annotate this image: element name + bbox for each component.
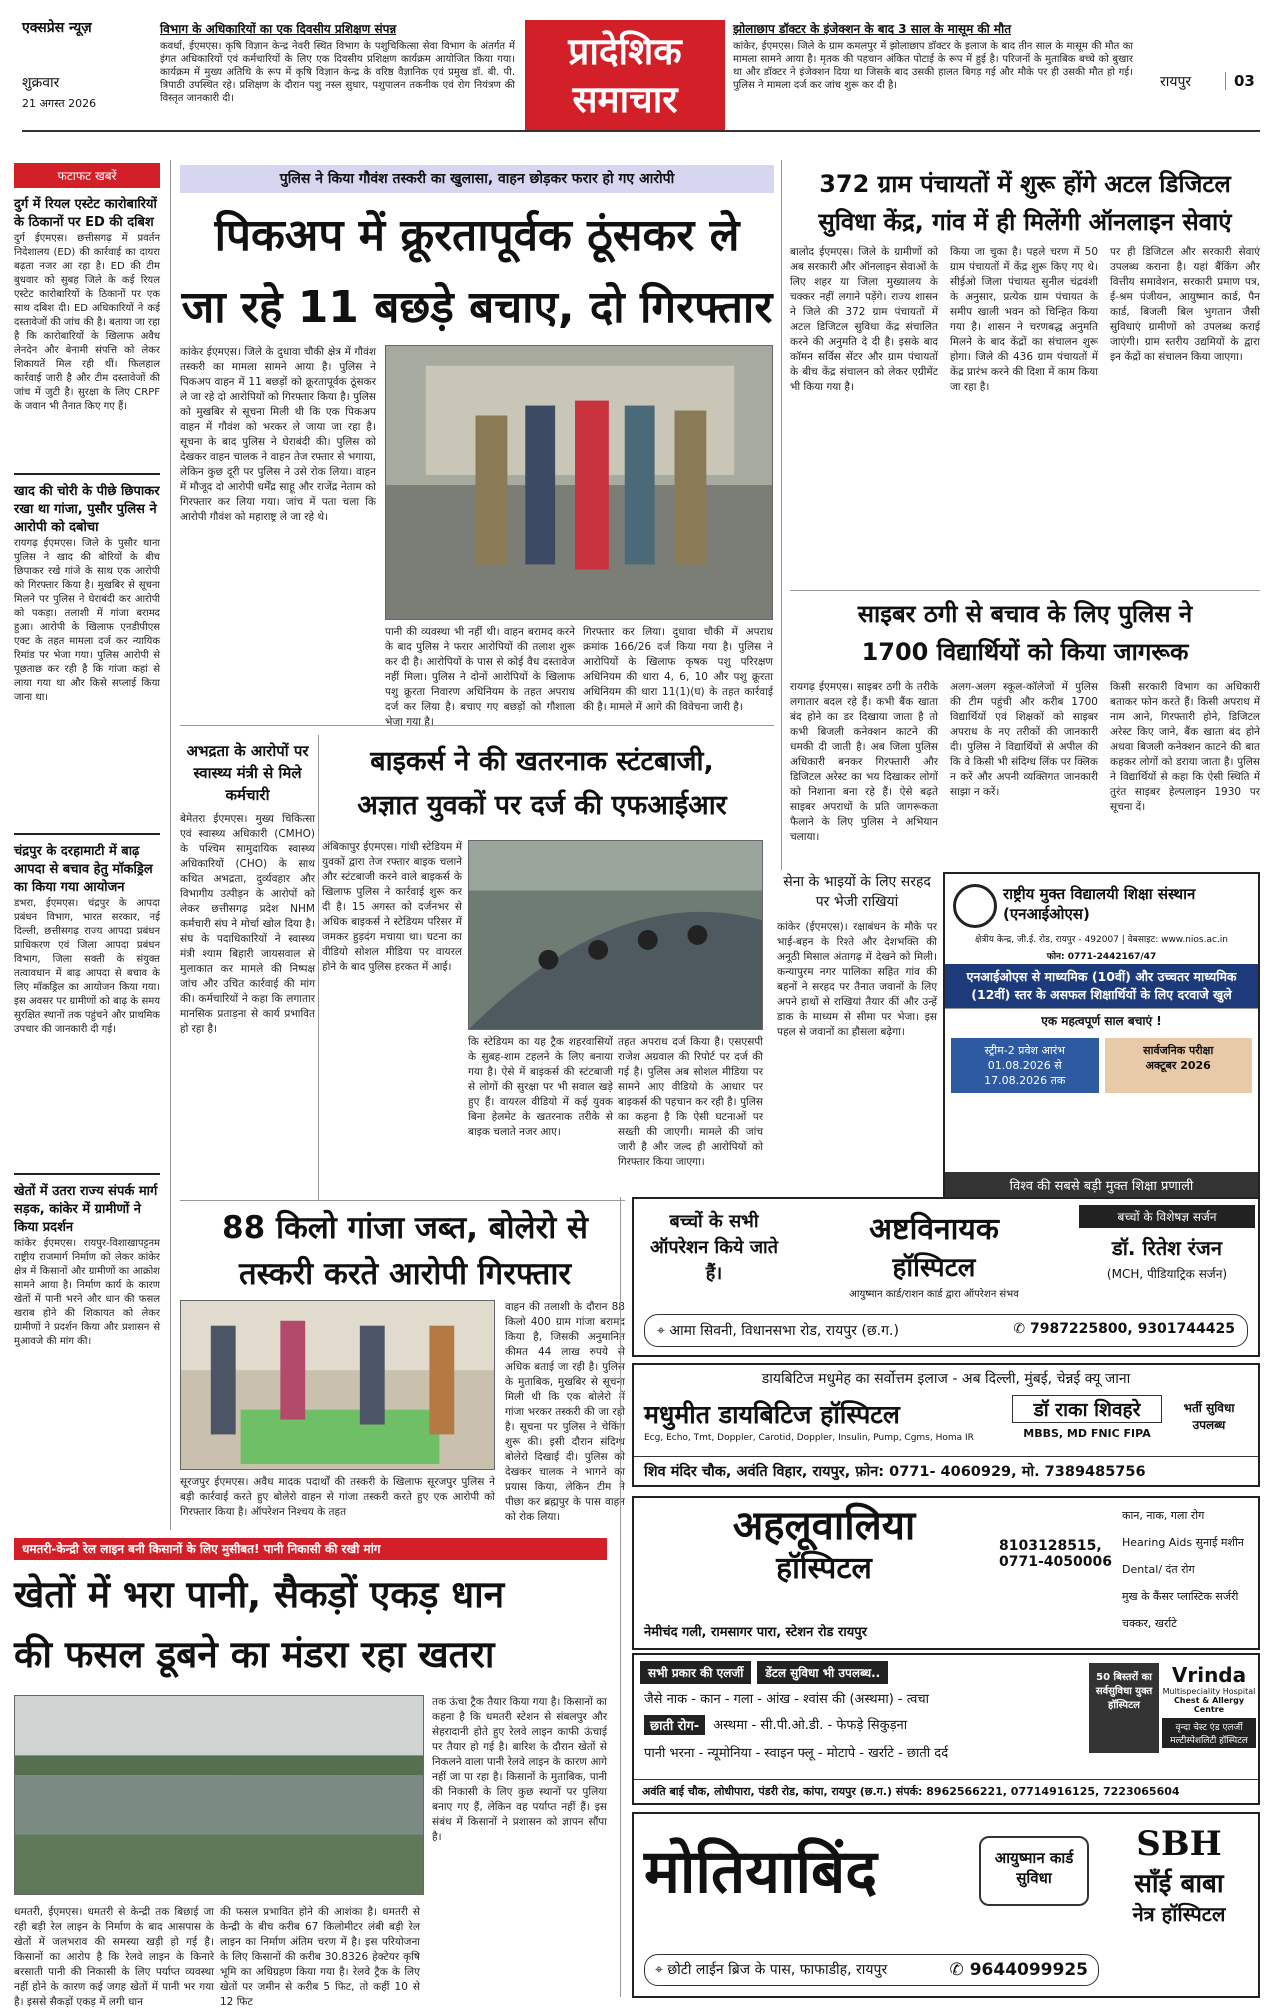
ad-exam-month: अक्टूबर 2026 bbox=[1145, 1059, 1211, 1072]
headline-line: तस्करी करते आरोपी गिरफ्तार bbox=[238, 1256, 572, 1292]
short-body: डभरा, ईएमएस। चंद्रपुर के आपदा प्रबंधन विभाग, भारत सरकार, नई दिल्ली, छत्तीसगढ़ राज्य आपदा प्रबंधन प्राधिकरण एवं जिला आपदा प्रबंधन विभाग, जिला सक्ती के संयुक्त तत्वावधान में बाढ़ आपदा से बचाव के लिए मॉकड्रिल का आयोजन किया गया। इस अवसर पर ग्रामीणों को बाढ़ के समय सुरक्षित स्थानों तक पहुंचने और प्राथमिक उपचार की जानकारी दी गई। bbox=[14, 898, 160, 1035]
city-label: रायपुर bbox=[1160, 74, 1192, 90]
issue-day: शुक्रवार bbox=[22, 75, 60, 91]
ad-exam: सार्वजनिक परीक्षा bbox=[1143, 1044, 1214, 1057]
story-column: किया जा चुका है। पहले चरण में 50 ग्राम पंचायतों में केंद्र शुरू किए गए थे। सीईओ जिला पंचायत सुनील चंद्रवंशी के अनुसार, प्रत्येक ग्राम पंचायत के समीप खाली भवन को चिन्हित किया गया है। शासन ने चरणबद्ध अनुमति मिलने के बाद केंद्रों का संचालन शुरू होगा। जिले की 436 ग्राम पंचायतों में केंद्र प्रारंभ करने की दिशा में काम किया जा रहा है। bbox=[950, 246, 1098, 393]
ad-brand-sub: नेत्र हॉस्पिटल bbox=[1132, 1902, 1226, 1926]
story-column: तहत अपराध दर्ज किया है। एसएसपी राजेश अग्रवाल की रिपोर्ट पर दर्ज की गई है। पुलिस अब सोशल मीडिया पर सामने आए वीडियो के आधार पर बाइकर्स की पहचान कर रही है। पुलिस का कहना है कि ऐसी घटनाओं पर सख्ती की जाएगी। मामले की जांच जारी है और जल्द ही आरोपियों को गिरफ्तार किया जाएगा। bbox=[618, 1036, 763, 1168]
ad-box: सभी प्रकार की एलर्जी bbox=[640, 1661, 751, 1684]
ad-address bbox=[655, 1960, 887, 1980]
short-headline: चंद्रपुर के दरहामाटी में बाढ़ आपदा से बचाव हेतु मॉकड्रिल का किया गया आयोजन bbox=[14, 844, 153, 895]
top-story-quack-doctor bbox=[733, 20, 1153, 120]
story-column: धमतरी, ईएमएस। धमतरी से केन्द्री तक बिछाई जा रही बड़ी रेल लाइन के निर्माण के बाद आसपास के खेतों में जलभराव की समस्या खड़ी हो गई है। किसानों का आरोप है कि रेलवे लाइन के किनारे बरसाती पानी की निकासी के लिए पर्याप्त व्यवस्था नहीं होने के कारण कई जगह खेतों में पानी भर गया है। इससे सैकड़ों एकड़ में लगी धान bbox=[14, 1906, 214, 2008]
shorts-header: फटाफट खबरें bbox=[14, 163, 160, 188]
ad-tag: आयुष्मान कार्ड/राशन कार्ड द्वारा ऑपरेशन संभव bbox=[849, 1289, 1019, 1300]
location-pin-icon: ⌖ bbox=[655, 1962, 668, 1978]
masthead-rule bbox=[22, 130, 1260, 132]
ad-address bbox=[657, 1321, 899, 1340]
ad-doctor: डॉ राका शिवहरे bbox=[1012, 1395, 1162, 1423]
short-body: दुर्ग ईएमएस। छत्तीसगढ़ में प्रवर्तन निदेशालय (ED) की कार्रवाई का दायरा बढ़ता नजर आ रहा है। ED की टीम बुधवार को सुबह जिले के कई रियल एस्टेट कारोबारियों के ठिकानों पर एक साथ दबिश दी। ED अधिकारियों ने कई दस्तावेजों की जांच की है। बताया जा रहा है कि कारोबारियों के खिलाफ अवैध लेनदेन और बेनामी संपत्ति को लेकर शिकायतें मिल रही थीं। फिलहाल कार्रवाई जारी है और टीम दस्तावेजों की जांच में जुटी है। सुरक्षा के लिए CRPF के जवान भी तैनात किए गए हैं। bbox=[14, 233, 160, 412]
ad-title-line: राष्ट्रीय मुक्त विद्यालयी शिक्षा संस्थान bbox=[1003, 885, 1196, 903]
story-column: गिरफ्तार कर लिया। दुधावा चौकी में अपराध क्रमांक 166/26 दर्ज किया गया है। पुलिस ने आरोपियों के खिलाफ कृषक पशु परिरक्षण अधिनियम की धारा 4, 6, 10 और पशु क्रूरता अधिनियम की धारा 11(1)(घ) के तहत कार्रवाई की है। मामले में आगे की विवेचना जारी है। bbox=[583, 626, 773, 713]
story-column: कांकेर (ईएमएस)। रक्षाबंधन के मौके पर भाई-बहन के रिश्ते और देशभक्ति की अनूठी मिसाल अंतागढ़ में देखने को मिली। कन्यापुरम नगर पालिका सहित गांव की बहनों ने सरहद पर तैनात जवानों के लिए अपने हाथों से राखियां तैयार कीं और उन्हें डाक के माध्यम से सीमा पर भेजा। इस पहल से जवानों का हौसला बढ़ेगा। bbox=[777, 921, 937, 1038]
story-column: किसी सरकारी विभाग का अधिकारी बताकर फोन करते हैं। किसी अपराध में नाम आने, गिरफ्तारी होने, डिजिटल अरेस्ट किए जाने, बैंक खाता बंद होने अथवा बिजली कनेक्शन काटने की बात कहकर लोगों को डराया जाता है। पुलिस ने विद्यार्थियों से कहा कि ऐसी स्थिति में तुरंत साइबर हेल्पलाइन 1930 पर सूचना दें। bbox=[1110, 681, 1260, 813]
ad-phone: 0771-4050006 bbox=[999, 1554, 1112, 1570]
ad-name-line: अहलूवालिया bbox=[732, 1503, 916, 1549]
section-title-line-2: समाचार bbox=[572, 78, 678, 121]
photo-caption: सूरजपुर ईएमएस। अवैध मादक पदार्थों की तस्करी के खिलाफ सूरजपुर पुलिस ने बड़ी कार्रवाई करते हुए बोलेरो वाहन से गांजा तस्करी करते हुए एक आरोपी को गिरफ्तार किया है। ऑपरेशन निश्चय के तहत bbox=[180, 1476, 495, 1518]
story-column: बालोद ईएमएस। जिले के ग्रामीणों को अब सरकारी और ऑनलाइन सेवाओं के लिए शहर या जिला मुख्यालय के चक्कर नहीं लगाने पड़ेंगे। राज्य शासन ने जिले की 372 ग्राम पंचायतों में अटल डिजिटल सुविधा केंद्र संचालित करने की अनुमति दे दी है। इसके बाद कॉमन सर्विस सेंटर और ग्राम पंचायतों के बीच केंद्र संचालन को लेकर एग्रीमेंट भी किया गया है। bbox=[790, 246, 938, 393]
page-number: 03 bbox=[1225, 72, 1255, 90]
ad-stream-dates: 01.08.2026 से 17.08.2026 तक bbox=[984, 1059, 1066, 1087]
ad-line: अस्थमा - सी.पी.ओ.डी. - फेफड़े सिकुड़ना bbox=[713, 1718, 908, 1733]
ad-tests: Ecg, Echo, Tmt, Doppler, Carotid, Doppler, Insulin, Pump, Cgms, Homa IR bbox=[644, 1433, 974, 1443]
ad-name-line: हॉस्पिटल bbox=[776, 1551, 872, 1586]
headline-line: साइबर ठगी से बचाव के लिए पुलिस ने bbox=[857, 600, 1193, 628]
ad-service: कान, नाक, गला रोग bbox=[1122, 1509, 1205, 1522]
ad-address-text: छोटी लाईन ब्रिज के पास, फाफाडीह, रायपुर bbox=[667, 1962, 888, 1978]
ad-band: एनआईओएस से माध्यमिक (10वीं) और उच्चतर माध्यमिक (12वीं) स्तर के असफल शिक्षार्थियों के लिए दरवाजे खुले bbox=[945, 964, 1258, 1008]
ad-brand bbox=[1104, 1824, 1254, 1927]
ad-name-line: हॉस्पिटल bbox=[892, 1253, 976, 1283]
ad-services bbox=[1122, 1502, 1256, 1637]
ad-contact-bar bbox=[644, 1954, 1099, 1986]
top-story-training bbox=[160, 20, 515, 120]
headline-line: 88 किलो गांजा जब्त, बोलेरो से bbox=[222, 1210, 588, 1246]
ad-address-text: आमा सिवनी, विधानसभा रोड, रायपुर (छ.ग.) bbox=[669, 1323, 899, 1339]
ad-brand-name: Vrinda bbox=[1171, 1663, 1247, 1687]
ad-address: क्षेत्रीय केन्द्र, जी.ई. रोड, रायपुर - 492007 | वेबसाइट: www.nios.ac.in bbox=[974, 935, 1228, 945]
story-photo-ganja-seizure bbox=[180, 1300, 495, 1470]
story-column: कि स्टेडियम का यह ट्रैक शहरवासियों के सुबह-शाम टहलने के लिए बनाया गया है। ऐसे में बाइकर्स की स्टंटबाजी से लोगों की सुरक्षा पर भी सवाल खड़े हुए हैं। वायरल वीडियो में कई युवक बिना हेलमेट के खतरनाक तरीके से बाइक चलाते नजर आए। bbox=[468, 1036, 613, 1138]
story-column: पर ही डिजिटल और सरकारी सेवाएं उपलब्ध कराना है। यहां बैंकिंग और वित्तीय समावेशन, सरकारी प्रमाण पत्र, ई-श्रम पंजीयन, आयुष्मान कार्ड, पैन कार्ड, बिजली बिल भुगतान जैसी सुविधाएं ग्रामीणों को उपलब्ध कराई जाएंगी। ग्राम स्तरीय उद्यमियों के द्वारा इन केंद्रों का संचालन किया जाएगा। bbox=[1110, 246, 1260, 363]
ad-brand-hindi: वृन्दा चेस्ट एंड एलर्जी मल्टीस्पेशलिटी हॉस्पिटल bbox=[1162, 1718, 1256, 1748]
ad-name: मोतियाबिंद bbox=[644, 1837, 878, 1907]
ad-service: मुख के कैंसर प्लास्टिक सर्जरी bbox=[1122, 1590, 1239, 1603]
story-photo-police-arrest bbox=[385, 345, 773, 620]
ad-top-line: डायबिटिज मधुमेह का सर्वोत्तम इलाज - अब दिल्ली, मुंबई, चेन्नई क्यू जाना bbox=[761, 1371, 1131, 1387]
ad-sai-baba-eye-hospital[interactable] bbox=[632, 1812, 1260, 1998]
ad-chest-label: छाती रोग- bbox=[644, 1715, 705, 1735]
short-headline: खाद की चोरी के पीछे छिपाकर रखा था गांजा, पुसौर पुलिस ने आरोपी को दबोचा bbox=[14, 484, 160, 535]
column-rule bbox=[781, 160, 782, 870]
phone-icon: ✆ bbox=[1013, 1321, 1030, 1337]
story-kicker: पुलिस ने किया गौवंश तस्करी का खुलासा, वाहन छोड़कर फरार हो गए आरोपी bbox=[180, 165, 774, 193]
divider bbox=[14, 473, 160, 475]
story-headline bbox=[180, 1205, 630, 1297]
ad-phone-text: 7987225800, 9301744425 bbox=[1029, 1321, 1235, 1337]
ad-phone: फोन: 0771-2442167/47 bbox=[1046, 952, 1157, 962]
ad-service: चक्कर, खर्राटे bbox=[1122, 1617, 1177, 1630]
ad-name bbox=[644, 1502, 1004, 1588]
ad-bharti: भर्ती सुविधा उपलब्ध bbox=[1183, 1401, 1235, 1432]
headline-line: 372 ग्राम पंचायतों में शुरू होंगे अटल डिजिटल bbox=[819, 170, 1231, 198]
top-story-body: कांकेर, ईएमएस। जिले के ग्राम कमलपुर में झोलाछाप डॉक्टर के इलाज के बाद तीन साल के मासूम की मौत का मामला सामने आया है। मृतक की पहचान अंकित पोटाई के रूप में हुई है। परिजनों के मुताबिक बच्चे को बुखार था और डॉक्टर ने इंजेक्शन दिया था जिसके बाद उसकी हालत बिगड़ गई और मौके पर ही उसकी मौत हो गई। पुलिस ने मामला दर्ज कर जांच शुरू कर दी है। bbox=[733, 41, 1133, 91]
ad-title-line: (एनआईओएस) bbox=[1003, 905, 1090, 923]
ad-name-line: अष्टविनायक bbox=[869, 1212, 999, 1247]
short-body: रायगढ़ ईएमएस। जिले के पुसौर थाना पुलिस ने खाद की बोरियों के बीच छिपाकर रखे गांजे के साथ एक आरोपी को गिरफ्तार किया है। मुखबिर से सूचना मिलने पर पुलिस ने घेराबंदी कर आरोपी को पकड़ा। तलाशी में गांजा बरामद हुआ। आरोपी के खिलाफ एनडीपीएस एक्ट के तहत मामला दर्ज कर न्यायिक रिमांड पर भेजा गया। पुलिस आरोपी से पूछताछ कर रही है कि गांजा कहां से लाया गया था और किसे सप्लाई किया जाना था। bbox=[14, 538, 160, 703]
story-photo-bikers-stadium bbox=[468, 840, 763, 1030]
ad-exam-box bbox=[1105, 1038, 1253, 1093]
divider bbox=[180, 725, 774, 726]
section-title bbox=[525, 20, 725, 132]
ad-qual: MBBS, MD FNIC FIPA bbox=[1023, 1427, 1151, 1440]
ad-right-head: बच्चों के विशेषज्ञ सर्जन bbox=[1079, 1205, 1255, 1228]
ad-dates-row bbox=[945, 1032, 1258, 1099]
short-headline: दुर्ग में रियल एस्टेट कारोबारियों के ठिकानों पर ED की दबिश bbox=[14, 197, 157, 230]
publication-name: एक्सप्रेस न्यूज़ bbox=[22, 20, 92, 36]
ad-offer: एक महत्वपूर्ण साल बचाएं ! bbox=[945, 1008, 1258, 1032]
ad-brand-sub: Multispeciality Hospital bbox=[1162, 1687, 1256, 1696]
phone-icon: ✆ bbox=[949, 1960, 970, 1980]
ad-address: नेमीचंद गली, रामसागर पारा, स्टेशन रोड रायपुर bbox=[644, 1625, 867, 1640]
ad-name: मधुमीत डायबिटिज हॉस्पिटल bbox=[644, 1400, 900, 1429]
story-column: वाहन की तलाशी के दौरान 88 किलो 400 ग्राम गांजा बरामद किया है, जिसकी अनुमानित कीमत 44 लाख रुपये से अधिक बताई जा रही है। पुलिस के मुताबिक, मुखबिर से सूचना मिली थी कि एक बोलेरो में गांजा भरकर तस्करी की जा रही है। सूचना पर पुलिस ने चेकिंग शुरू की। इसी दौरान संदिग्ध बोलेरो दिखाई दी। पुलिस को देखकर चालक ने भागने का प्रयास किया, लेकिन टीम ने पीछा कर ब्रह्मपुर के पास वाहन को रोक लिया। bbox=[505, 1301, 625, 1523]
ad-boxes bbox=[640, 1661, 888, 1684]
ad-phones bbox=[999, 1538, 1119, 1570]
top-story-headline: झोलाछाप डॉक्टर के इंजेक्शन के बाद 3 साल के मासूम की मौत bbox=[733, 22, 1012, 36]
divider bbox=[180, 1200, 625, 1201]
ad-doctor-box bbox=[1079, 1205, 1255, 1282]
story-column: तक ऊंचा ट्रैक तैयार किया गया है। किसानों का कहना है कि धमतरी स्टेशन से संबलपुर और सेहरादानी होते हुए रेलवे लाइन काफी ऊंचाई पर तैयार हो गई है। बारिश के दौरान खेतों से निकलने वाला पानी रेलवे लाइन के कारण आगे नहीं जा पा रहा है। किसानों के मुताबिक, पानी की निकासी के लिए कुछ स्थानों पर पुलिया बनाए गए हैं, लेकिन वह पर्याप्त नहीं हैं। इस संबंध में किसानों ने प्रशासन को ज्ञापन सौंपा है। bbox=[432, 1696, 607, 1843]
ad-brand bbox=[1162, 1663, 1256, 1748]
story-column: पानी की व्यवस्था भी नहीं थी। वाहन बरामद करने के बाद पुलिस ने फरार आरोपियों की तलाश शुरू कर दी है। आरोपियों के पास से कोई वैध दस्तावेज नहीं मिला। पुलिस ने दोनों आरोपियों के खिलाफ पशु क्रूरता निवारण अधिनियम के तहत अपराध दर्ज कर लिया है। बचाए गए बछड़ों को गौशाला भेजा गया है। bbox=[385, 626, 575, 728]
column-rule bbox=[620, 1197, 621, 1997]
headline-line: पिकअप में क्रूरतापूर्वक ठूंसकर ले bbox=[214, 210, 740, 261]
story-headline bbox=[790, 165, 1260, 241]
ad-doctor-box bbox=[1012, 1395, 1162, 1440]
story-column: की फसल प्रभावित होने की आशंका है। धमतरी से केन्द्री के बीच करीब 67 किलोमीटर लंबी बड़ी रेल लाइन का निर्माण अंतिम चरण में है। इस परियोजना के लिए किसानों की करीब 30.8326 हेक्टेयर कृषि भूमि का अधिग्रहण किया गया है। रेलवे ट्रैक के लिए खेतों पर जमीन से करीब 5 फिट, तो कहीं 10 से 12 फिट bbox=[220, 1906, 420, 2008]
ad-service: Dental/ दंत रोग bbox=[1122, 1563, 1195, 1576]
divider bbox=[14, 1173, 160, 1175]
ad-badge: आयुष्मान कार्ड सुविधा bbox=[979, 1836, 1089, 1906]
ad-box: डेंटल सुविधा भी उपलब्ध.. bbox=[757, 1661, 888, 1684]
story-headline: सेना के भाइयों के लिए सरहद पर भेजी राखियां bbox=[783, 874, 931, 910]
story-headline bbox=[180, 200, 774, 344]
story-column: अंबिकापुर ईएमएस। गांधी स्टेडियम में युवकों द्वारा तेज रफ्तार बाइक चलाने और स्टंटबाजी करने वाले बाइकर्स के खिलाफ पुलिस ने कार्रवाई शुरू कर दी है। 15 अगस्त को दर्जनभर से अधिक बाइकर्स ने स्टेडियम परिसर में जमकर हुड़दंग मचाया था। घटना का वीडियो सोशल मीडिया पर वायरल होने के बाद पुलिस हरकत में आई। bbox=[322, 841, 462, 973]
column-rule bbox=[318, 735, 319, 1200]
masthead-left bbox=[22, 18, 152, 118]
story-headline bbox=[322, 740, 762, 828]
location-pin-icon: ⌖ bbox=[657, 1323, 670, 1339]
ad-brand-name: साँई बाबा bbox=[1134, 1869, 1224, 1899]
ad-brand-tag: Chest & Allergy Centre bbox=[1173, 1696, 1245, 1714]
headline-line: खेतों में भरा पानी, सैकड़ों एकड़ धान bbox=[14, 1573, 505, 1616]
ad-footer: विश्व की सबसे बड़ी मुक्त शिक्षा प्रणाली bbox=[945, 1172, 1258, 1198]
story-column: अलग-अलग स्कूल-कॉलेजों में पुलिस की टीम पहुंची और करीब 1700 विद्यार्थियों एवं शिक्षकों को साइबर अपराध के नए तरीकों की जानकारी दी। पुलिस ने विद्यार्थियों से अपील की कि वे किसी भी संदिग्ध लिंक पर क्लिक न करें और अपनी व्यक्तिगत जानकारी साझा न करें। bbox=[950, 681, 1098, 798]
ad-left-text: बच्चों के सभी ऑपरेशन किये जाते हैं। bbox=[650, 1211, 778, 1284]
section-title-line-1: प्रादेशिक bbox=[568, 30, 682, 73]
ad-stream-box bbox=[951, 1038, 1099, 1093]
ad-line: पानी भरना - न्यूमोनिया - स्वाइन फ्लू - मोटापे - खर्राटे - छाती दर्द bbox=[644, 1746, 949, 1761]
divider bbox=[14, 833, 160, 835]
headline-line: अज्ञात युवकों पर दर्ज की एफआईआर bbox=[357, 790, 727, 821]
headline-line: सुविधा केंद्र, गांव में ही मिलेंगी ऑनलाइन सेवाएं bbox=[818, 208, 1232, 236]
ad-nios[interactable] bbox=[943, 872, 1260, 1200]
divider bbox=[790, 590, 1260, 591]
ad-beds: 50 बिस्तरों का सर्वसुविधा युक्त हॉस्पिटल bbox=[1089, 1663, 1159, 1753]
nios-logo bbox=[953, 884, 997, 928]
ad-name bbox=[794, 1207, 1074, 1300]
top-story-headline: विभाग के अधिकारियों का एक दिवसीय प्रशिक्षण संपन्न bbox=[160, 22, 397, 36]
headline-line: बाइकर्स ने की खतरनाक स्टंटबाजी, bbox=[370, 746, 714, 777]
top-story-body: कवर्धा, ईएमएस। कृषि विज्ञान केन्द्र नेवरी स्थित विभाग के पशुचिकित्सा सेवा विभाग के अंतर्गत में इंगत अधिकारियों एवं कर्मचारियों के लिए एक दिवसीय प्रशिक्षण कार्यक्रम आयोजित किया गया। कार्यक्रम में मुख्य अतिथि के रूप में कृषि विज्ञान केन्द्र के वरिष्ठ वैज्ञानिक एवं प्रमुख डॉ. बी. पी. त्रिपाठी उपस्थित रहे। प्रशिक्षण के दौरान पशु नस्ल सुधार, पशुपालन तकनीक एवं रोग नियंत्रण की विस्तृत जानकारी दी। bbox=[160, 41, 515, 104]
story-headline bbox=[790, 595, 1260, 671]
ad-phone-text: 9644099925 bbox=[969, 1960, 1088, 1980]
column-rule bbox=[170, 160, 171, 1530]
headline-line: की फसल डूबने का मंडरा रहा खतरा bbox=[14, 1633, 495, 1676]
ad-phone bbox=[950, 1960, 1088, 1980]
ad-ashtavinayak-hospital[interactable] bbox=[632, 1197, 1260, 1357]
ad-address: अवंति बाई चौक, लोधीपारा, पंडरी रोड, कांपा, रायपुर (छ.ग.) संपर्क: 8962566221, 07714916125, 7223065604 bbox=[634, 1779, 1258, 1803]
story-kicker: धमतरी-केन्द्री रेल लाइन बनी किसानों के लिए मुसीबत! पानी निकासी की रखी मांग bbox=[14, 1538, 607, 1560]
ad-ahluwalia-hospital[interactable] bbox=[632, 1496, 1260, 1650]
ad-brand-logo: SBH bbox=[1136, 1824, 1222, 1864]
story-column: रायगढ़ ईएमएस। साइबर ठगी के तरीके लगातार बदल रहे हैं। कभी बैंक खाता बंद होने का डर दिखाया जाता है तो कभी बिजली कनेक्शन काटने की धमकी दी जाती है। अब जिला पुलिस अधिकारी बनकर गिरफ्तारी और डिजिटल अरेस्ट का भय दिखाकर लोगों को निशाना बना रहे हैं। ऐसे बढ़ते साइबर अपराधों के प्रति जागरूकता फैलाने के लिए पुलिस ने अभियान चलाया। bbox=[790, 681, 938, 843]
ad-phone: 8103128515, bbox=[999, 1538, 1102, 1554]
issue-date: 21 अगस्त 2026 bbox=[22, 97, 97, 110]
ad-doctor: डॉ. रितेश रंजन bbox=[1112, 1236, 1222, 1260]
short-body: कांकेर ईएमएस। रायपुर-विशाखापट्टनम राष्ट्रीय राजमार्ग निर्माण को लेकर कांकेर क्षेत्र में किसानों और ग्रामीणों का आक्रोश सामने आया है। निर्माण कार्य के कारण खेतों में पानी भरने और धान की फसल खराब होने की शिकायत को लेकर ग्रामीणों ने प्रदर्शन किया और प्रशासन से मुआवजे की मांग की। bbox=[14, 1238, 160, 1347]
ad-address: शिव मंदिर चौक, अवंति विहार, रायपुर, फ़ोन: 0771- 4060929, मो. 7389485756 bbox=[634, 1456, 1258, 1485]
story-column: कांकेर ईएमएस। जिले के दुधावा चौकी क्षेत्र में गौवंश तस्करी का मामला सामने आया है। पुलिस ने पिकअप वाहन में 11 बछड़ों को क्रूरतापूर्वक ठूंसकर ले जा रहे दो आरोपियों को गिरफ्तार किया है। पुलिस को मुखबिर से सूचना मिली थी कि एक पिकअप वाहन में गौवंश को भरकर ले जाया जा रहा है। सूचना के बाद पुलिस ने घेराबंदी की। पुलिस को देखकर वाहन चालक ने वाहन तेज रफ्तार से भगाया, लेकिन कुछ दूरी पर पुलिस ने उसे रोक लिया। वाहन में मौजूद दो आरोपी धर्मेंद्र साहू और राजेंद्र नेताम को गिरफ्तार कर लिया गया। जांच में पता चला कि आरोपी गौवंश को महाराष्ट्र ले जा रहे थे। bbox=[180, 346, 376, 523]
ad-phone bbox=[1013, 1321, 1235, 1340]
ad-service: Hearing Aids सुनाई मशीन bbox=[1122, 1536, 1244, 1549]
headline-line: 1700 विद्यार्थियों को किया जागरूक bbox=[861, 638, 1189, 666]
left-news-column bbox=[14, 163, 160, 1513]
ad-stream: स्ट्रीम-2 प्रवेश आरंभ bbox=[984, 1044, 1066, 1057]
short-headline: खेतों में उतरा राज्य संपर्क मार्ग सड़क, कांकेर में ग्रामीणों ने किया प्रदर्शन bbox=[14, 1184, 158, 1235]
ad-qual: (MCH, पीडियाट्रिक सर्जन) bbox=[1106, 1267, 1228, 1281]
ad-chest-row bbox=[644, 1715, 1084, 1735]
story-headline: अभद्रता के आरोपों पर स्वास्थ्य मंत्री से मिले कर्मचारी bbox=[186, 742, 309, 804]
story-column: बेमेतरा ईएमएस। मुख्य चिकित्सा एवं स्वास्थ्य अधिकारी (CMHO) के पश्चिम सामुदायिक स्वास्थ्य अधिकारियों (CHO) के साथ कथित अभद्रता, दुर्व्यवहार और विभागीय उत्पीड़न के आरोपों को लेकर छत्तीसगढ़ प्रदेश NHM कर्मचारी संघ ने मोर्चा खोल दिया है। संघ के पदाधिकारियों ने स्वास्थ्य मंत्री श्याम बिहारी जायसवाल से मुलाकात कर मामले की निष्पक्ष जांच और उचित कार्रवाई की मांग की। कर्मचारियों ने कहा कि लगातार मानसिक प्रताड़ना से कार्य प्रभावित हो रहा है। bbox=[180, 813, 315, 1035]
ad-vrinda-hospital[interactable] bbox=[632, 1653, 1260, 1805]
ad-line: जैसे नाक - कान - गला - आंख - श्वांस की (अस्थमा) - त्वचा bbox=[644, 1692, 930, 1707]
ad-contact-bar bbox=[644, 1314, 1248, 1347]
story-headline bbox=[14, 1565, 607, 1685]
story-photo-flooded-field bbox=[14, 1695, 424, 1895]
headline-line: जा रहे 11 बछड़े बचाए, दो गिरफ्तार bbox=[181, 282, 773, 333]
ad-madhumeet-diabetes[interactable] bbox=[632, 1363, 1260, 1487]
